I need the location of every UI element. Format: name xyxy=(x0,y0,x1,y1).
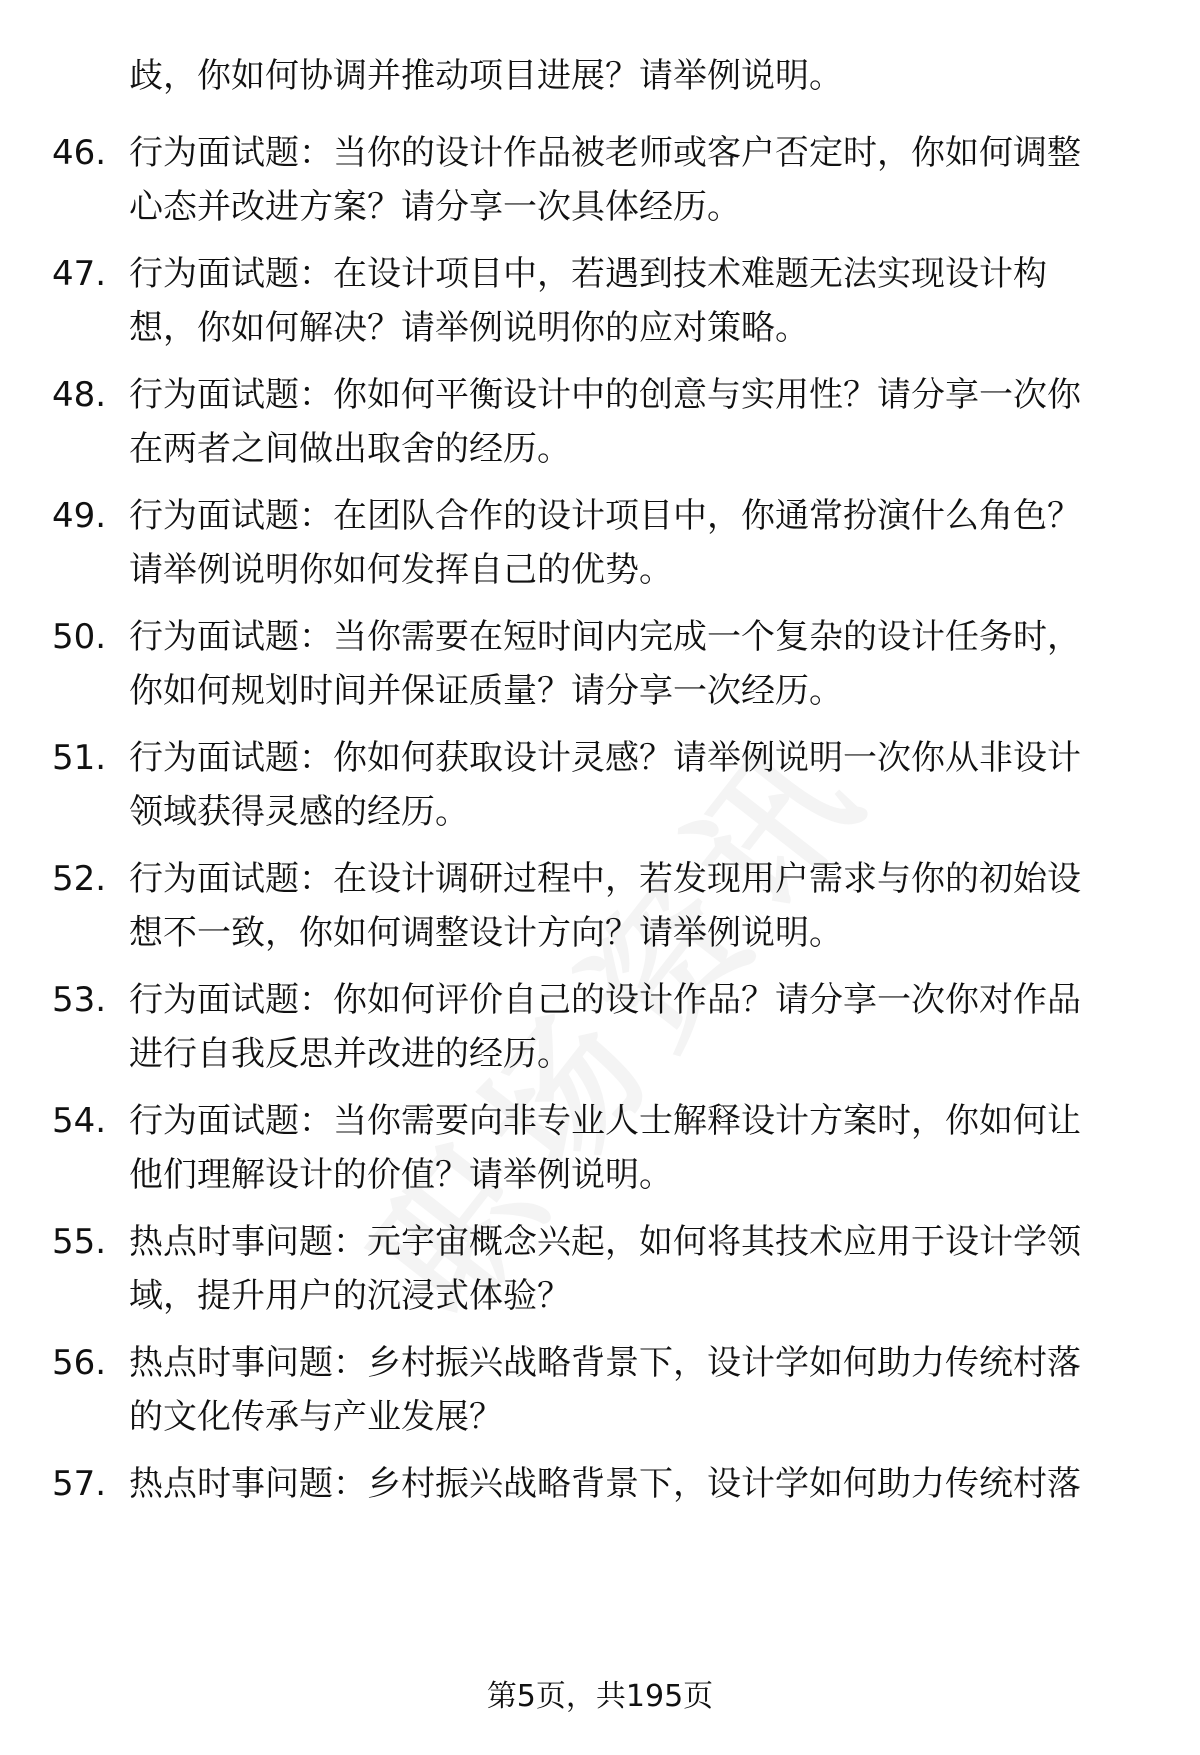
question-text: 在两者之间做出取舍的经历。 xyxy=(129,429,571,469)
question-text: 你如何规划时间并保证质量？请分享一次经历。 xyxy=(129,671,843,711)
question-text: 行为面试题：你如何评价自己的设计作品？请分享一次你对作品 xyxy=(129,980,1081,1020)
question-text: 行为面试题：你如何获取设计灵感？请举例说明一次你从非设计 xyxy=(129,738,1081,778)
question-number: 50. xyxy=(52,617,107,657)
question-text: 领域获得灵感的经历。 xyxy=(129,792,469,832)
question-number: 52. xyxy=(52,859,107,899)
question-text: 行为面试题：你如何平衡设计中的创意与实用性？请分享一次你 xyxy=(129,375,1081,415)
question-text: 域，提升用户的沉浸式体验？ xyxy=(129,1276,571,1316)
question-text: 热点时事问题：乡村振兴战略背景下，设计学如何助力传统村落 xyxy=(129,1464,1081,1504)
question-number: 55. xyxy=(52,1222,107,1262)
question-text: 行为面试题：当你的设计作品被老师或客户否定时，你如何调整 xyxy=(129,133,1081,173)
question-text: 热点时事问题：乡村振兴战略背景下，设计学如何助力传统村落 xyxy=(129,1343,1081,1383)
question-text: 的文化传承与产业发展？ xyxy=(129,1397,503,1437)
question-number: 56. xyxy=(52,1343,107,1383)
continued-line-text: 歧，你如何协调并推动项目进展？请举例说明。 xyxy=(129,56,843,96)
question-text: 行为面试题：当你需要向非专业人士解释设计方案时，你如何让 xyxy=(129,1101,1081,1141)
question-number: 54. xyxy=(52,1101,107,1141)
question-text: 他们理解设计的价值？请举例说明。 xyxy=(129,1155,673,1195)
question-number: 49. xyxy=(52,496,107,536)
question-text: 心态并改进方案？请分享一次具体经历。 xyxy=(129,187,741,227)
question-number: 57. xyxy=(52,1464,107,1504)
question-number: 53. xyxy=(52,980,107,1020)
question-number: 46. xyxy=(52,133,107,173)
question-text: 行为面试题：当你需要在短时间内完成一个复杂的设计任务时， xyxy=(129,617,1081,657)
question-text: 请举例说明你如何发挥自己的优势。 xyxy=(129,550,673,590)
question-number: 47. xyxy=(52,254,107,294)
question-text: 想不一致，你如何调整设计方向？请举例说明。 xyxy=(129,913,843,953)
question-text: 热点时事问题：元宇宙概念兴起，如何将其技术应用于设计学领 xyxy=(129,1222,1081,1262)
question-number: 51. xyxy=(52,738,107,778)
question-number: 48. xyxy=(52,375,107,415)
question-text: 进行自我反思并改进的经历。 xyxy=(129,1034,571,1074)
question-text: 行为面试题：在设计调研过程中，若发现用户需求与你的初始设 xyxy=(129,859,1081,899)
page-footer: 第5页，共195页 xyxy=(486,1679,714,1714)
question-text: 行为面试题：在团队合作的设计项目中，你通常扮演什么角色？ xyxy=(129,496,1081,536)
question-text: 想，你如何解决？请举例说明你的应对策略。 xyxy=(129,308,809,348)
question-text: 行为面试题：在设计项目中，若遇到技术难题无法实现设计构 xyxy=(129,254,1047,294)
